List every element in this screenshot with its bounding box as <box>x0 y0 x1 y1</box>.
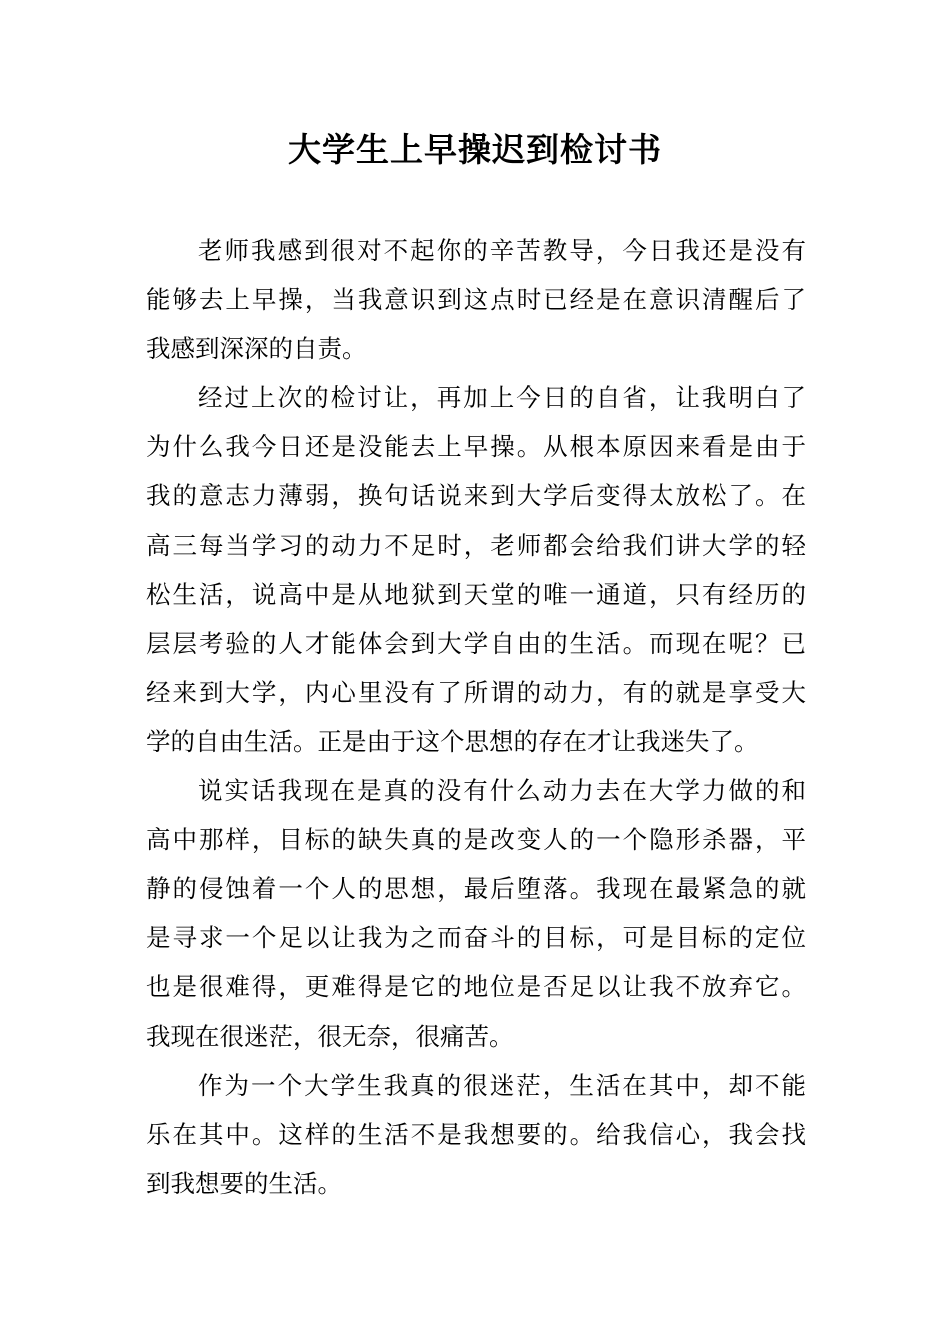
paragraph-line: 经过上次的检讨让，再加上今日的自省，让我明白了 <box>198 383 806 413</box>
paragraph-line: 是寻求一个足以让我为之而奋斗的目标，可是目标的定位 <box>146 923 806 953</box>
document-body <box>146 226 806 1208</box>
paragraph-line: 松生活，说高中是从地狱到天堂的唯一通道，只有经历的 <box>146 579 806 609</box>
paragraph-line: 我感到深深的自责。 <box>146 334 367 364</box>
paragraph-line: 经来到大学，内心里没有了所谓的动力，有的就是享受大 <box>146 677 806 707</box>
paragraph-line: 学的自由生活。正是由于这个思想的存在才让我迷失了。 <box>146 726 759 756</box>
paragraph-line: 也是很难得，更难得是它的地位是否足以让我不放弃它。 <box>146 972 806 1002</box>
paragraph-line: 层层考验的人才能体会到大学自由的生活。而现在呢？已 <box>146 628 806 658</box>
paragraph-3 <box>146 766 806 1061</box>
paragraph-line: 说实话我现在是真的没有什么动力去在大学力做的和 <box>198 776 806 806</box>
paragraph-line: 静的侵蚀着一个人的思想，最后堕落。我现在最紧急的就 <box>146 874 806 904</box>
paragraph-2 <box>146 373 806 766</box>
paragraph-line: 高三每当学习的动力不足时，老师都会给我们讲大学的轻 <box>146 530 806 560</box>
paragraph-line: 我的意志力薄弱，换句话说来到大学后变得太放松了。在 <box>146 481 806 511</box>
paragraph-line: 高中那样，目标的缺失真的是改变人的一个隐形杀器，平 <box>146 825 806 855</box>
paragraph-1 <box>146 226 806 373</box>
paragraph-line: 作为一个大学生我真的很迷茫，生活在其中，却不能 <box>198 1070 806 1100</box>
paragraph-line: 到我想要的生活。 <box>146 1168 342 1198</box>
paragraph-line: 为什么我今日还是没能去上早操。从根本原因来看是由于 <box>146 432 806 462</box>
document-title: 大学生上早操迟到检讨书 <box>288 130 662 169</box>
paragraph-line: 老师我感到很对不起你的辛苦教导，今日我还是没有 <box>198 236 806 265</box>
paragraph-line: 我现在很迷茫，很无奈，很痛苦。 <box>146 1021 514 1051</box>
paragraph-line: 乐在其中。这样的生活不是我想要的。给我信心，我会找 <box>146 1119 806 1149</box>
paragraph-4 <box>146 1061 806 1208</box>
paragraph-line: 能够去上早操，当我意识到这点时已经是在意识清醒后了 <box>146 285 806 315</box>
